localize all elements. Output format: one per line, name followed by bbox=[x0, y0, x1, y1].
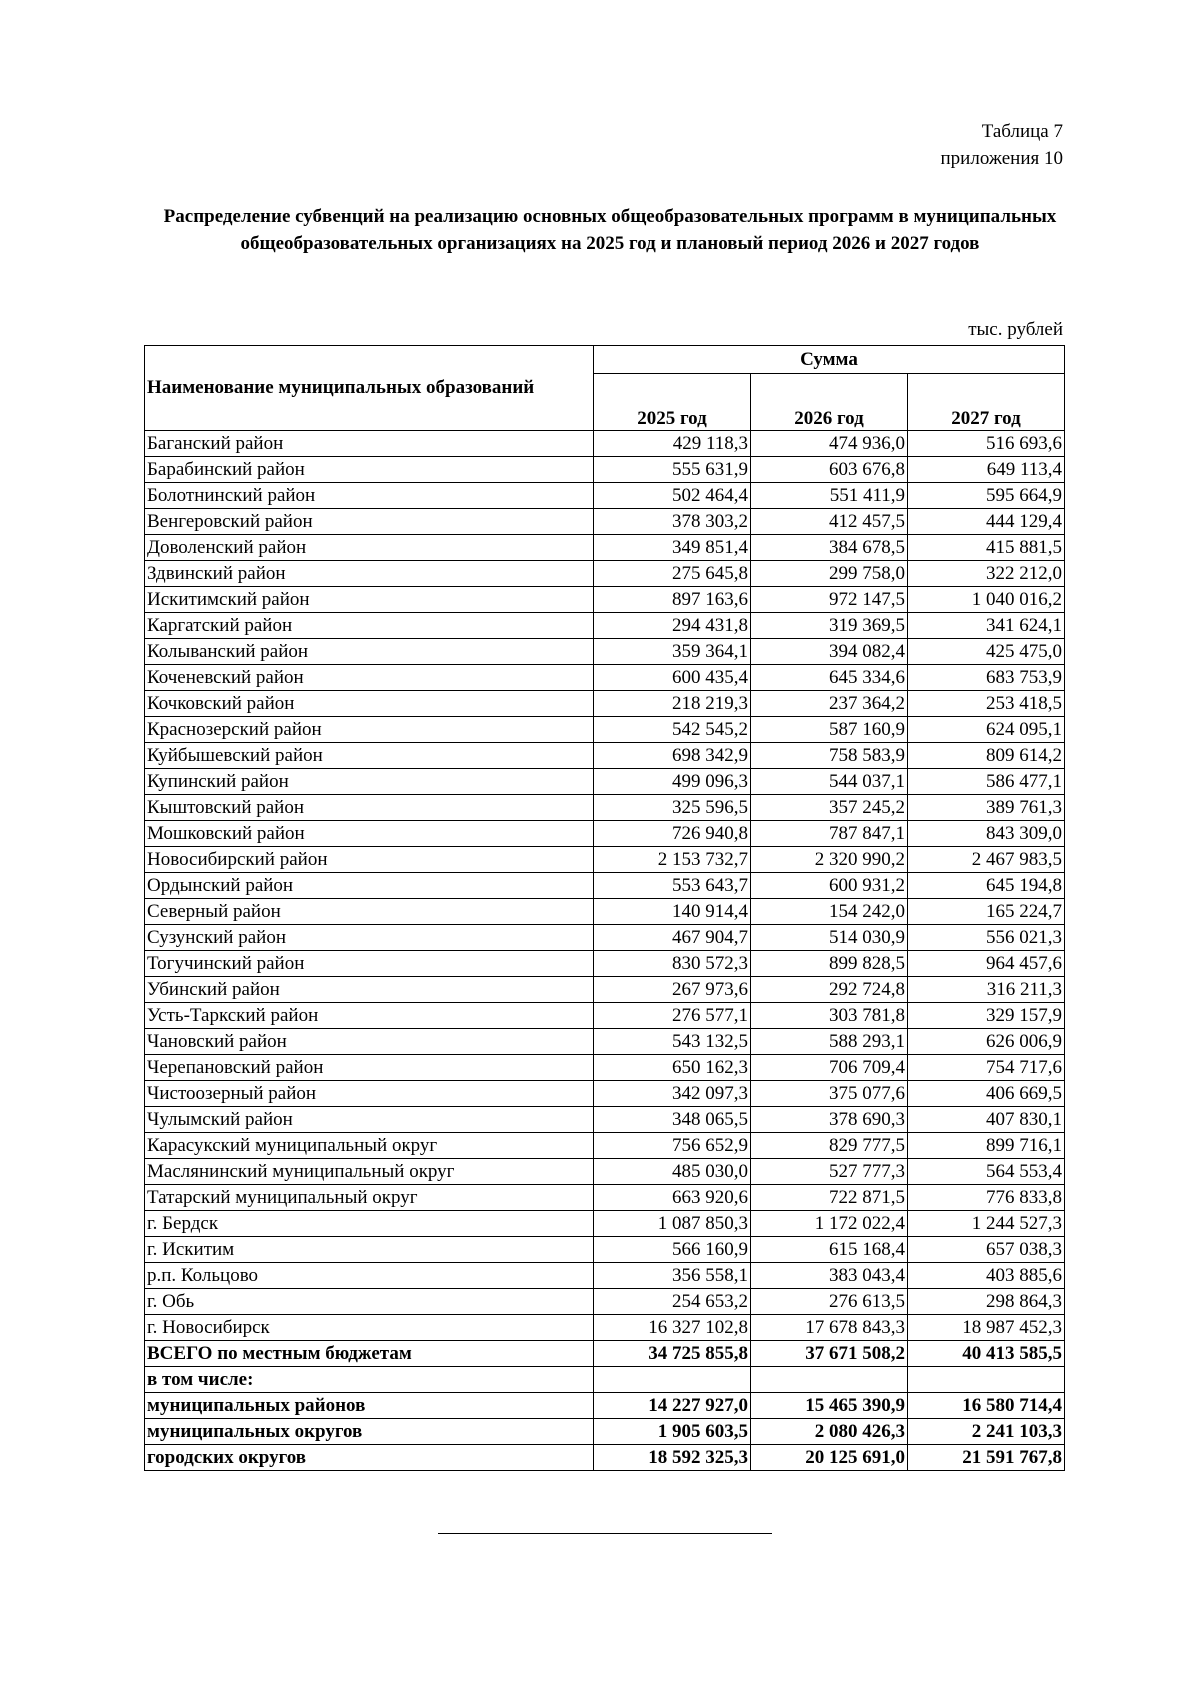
amount-cell-2026: 758 583,9 bbox=[751, 743, 908, 769]
amount-cell-2026: 603 676,8 bbox=[751, 457, 908, 483]
municipality-name-cell: Чулымский район bbox=[145, 1107, 594, 1133]
municipality-name-cell: Купинский район bbox=[145, 769, 594, 795]
year-2027-header: 2027 год bbox=[908, 374, 1065, 431]
amount-cell-2025: 756 652,9 bbox=[594, 1133, 751, 1159]
amount-cell-2025: 34 725 855,8 bbox=[594, 1341, 751, 1367]
amount-cell-2026: 972 147,5 bbox=[751, 587, 908, 613]
amount-cell-2027: 809 614,2 bbox=[908, 743, 1065, 769]
table-row bbox=[145, 847, 1065, 873]
amount-cell-2026: 899 828,5 bbox=[751, 951, 908, 977]
amount-cell-2025: 342 097,3 bbox=[594, 1081, 751, 1107]
amount-cell-2027: 624 095,1 bbox=[908, 717, 1065, 743]
municipality-name-cell: Новосибирский район bbox=[145, 847, 594, 873]
municipality-name-cell: Кочковский район bbox=[145, 691, 594, 717]
amount-cell-2025: 275 645,8 bbox=[594, 561, 751, 587]
amount-cell-2026: 378 690,3 bbox=[751, 1107, 908, 1133]
municipality-name-cell: Карасукский муниципальный округ bbox=[145, 1133, 594, 1159]
amount-cell-2026: 829 777,5 bbox=[751, 1133, 908, 1159]
municipality-name-cell: Колыванский район bbox=[145, 639, 594, 665]
year-2025-header: 2025 год bbox=[594, 374, 751, 431]
amount-cell-2027: 657 038,3 bbox=[908, 1237, 1065, 1263]
municipality-name-cell: Татарский муниципальный округ bbox=[145, 1185, 594, 1211]
amount-cell-2027: 425 475,0 bbox=[908, 639, 1065, 665]
amount-cell-2025: 14 227 927,0 bbox=[594, 1393, 751, 1419]
amount-cell-2025: 1 087 850,3 bbox=[594, 1211, 751, 1237]
table-row bbox=[145, 717, 1065, 743]
amount-cell-2025: 356 558,1 bbox=[594, 1263, 751, 1289]
municipality-name-cell: Доволенский район bbox=[145, 535, 594, 561]
amount-cell-2027: 556 021,3 bbox=[908, 925, 1065, 951]
amount-cell-2026: 303 781,8 bbox=[751, 1003, 908, 1029]
amount-cell-2026: 544 037,1 bbox=[751, 769, 908, 795]
amount-cell-2025 bbox=[594, 1367, 751, 1393]
municipality-name-cell: г. Обь bbox=[145, 1289, 594, 1315]
table-row bbox=[145, 613, 1065, 639]
table-row bbox=[145, 795, 1065, 821]
amount-cell-2025: 276 577,1 bbox=[594, 1003, 751, 1029]
amount-cell-2025: 1 905 603,5 bbox=[594, 1419, 751, 1445]
amount-cell-2025: 378 303,2 bbox=[594, 509, 751, 535]
amount-cell-2025: 218 219,3 bbox=[594, 691, 751, 717]
amount-cell-2027: 407 830,1 bbox=[908, 1107, 1065, 1133]
municipality-name-cell: Северный район bbox=[145, 899, 594, 925]
table-row bbox=[145, 1341, 1065, 1367]
municipality-name-cell: ВСЕГО по местным бюджетам bbox=[145, 1341, 594, 1367]
amount-cell-2027: 843 309,0 bbox=[908, 821, 1065, 847]
table-row bbox=[145, 873, 1065, 899]
municipality-name-cell: Чистоозерный район bbox=[145, 1081, 594, 1107]
amount-cell-2027: 16 580 714,4 bbox=[908, 1393, 1065, 1419]
amount-cell-2027: 403 885,6 bbox=[908, 1263, 1065, 1289]
footer-divider bbox=[438, 1533, 772, 1534]
table-row bbox=[145, 509, 1065, 535]
table-body bbox=[145, 431, 1065, 1471]
table-row bbox=[145, 457, 1065, 483]
amount-cell-2026: 587 160,9 bbox=[751, 717, 908, 743]
municipality-name-cell: Каргатский район bbox=[145, 613, 594, 639]
amount-cell-2025: 553 643,7 bbox=[594, 873, 751, 899]
amount-cell-2027: 586 477,1 bbox=[908, 769, 1065, 795]
amount-cell-2025: 294 431,8 bbox=[594, 613, 751, 639]
amount-cell-2025: 16 327 102,8 bbox=[594, 1315, 751, 1341]
amount-cell-2026: 706 709,4 bbox=[751, 1055, 908, 1081]
amount-cell-2025: 698 342,9 bbox=[594, 743, 751, 769]
amount-cell-2025: 502 464,4 bbox=[594, 483, 751, 509]
table-row bbox=[145, 1133, 1065, 1159]
table-row bbox=[145, 561, 1065, 587]
amount-cell-2026: 319 369,5 bbox=[751, 613, 908, 639]
amount-cell-2026: 588 293,1 bbox=[751, 1029, 908, 1055]
amount-cell-2025: 830 572,3 bbox=[594, 951, 751, 977]
table-row bbox=[145, 1185, 1065, 1211]
amount-cell-2025: 726 940,8 bbox=[594, 821, 751, 847]
amount-cell-2027: 1 040 016,2 bbox=[908, 587, 1065, 613]
amount-cell-2025: 566 160,9 bbox=[594, 1237, 751, 1263]
amount-cell-2027: 649 113,4 bbox=[908, 457, 1065, 483]
amount-cell-2026: 645 334,6 bbox=[751, 665, 908, 691]
amount-cell-2025: 897 163,6 bbox=[594, 587, 751, 613]
table-row bbox=[145, 1107, 1065, 1133]
amount-cell-2027: 253 418,5 bbox=[908, 691, 1065, 717]
amount-cell-2026: 375 077,6 bbox=[751, 1081, 908, 1107]
table-row bbox=[145, 1393, 1065, 1419]
amount-cell-2027: 406 669,5 bbox=[908, 1081, 1065, 1107]
municipality-name-cell: муниципальных районов bbox=[145, 1393, 594, 1419]
amount-cell-2026: 600 931,2 bbox=[751, 873, 908, 899]
amount-cell-2025: 325 596,5 bbox=[594, 795, 751, 821]
amount-cell-2027: 21 591 767,8 bbox=[908, 1445, 1065, 1471]
table-row bbox=[145, 1419, 1065, 1445]
table-row bbox=[145, 1081, 1065, 1107]
amount-cell-2025: 359 364,1 bbox=[594, 639, 751, 665]
amount-cell-2027: 1 244 527,3 bbox=[908, 1211, 1065, 1237]
amount-cell-2026: 514 030,9 bbox=[751, 925, 908, 951]
table-row bbox=[145, 743, 1065, 769]
amount-cell-2026: 2 320 990,2 bbox=[751, 847, 908, 873]
amount-cell-2027: 754 717,6 bbox=[908, 1055, 1065, 1081]
municipality-name-cell: Коченевский район bbox=[145, 665, 594, 691]
municipality-name-cell: Баганский район bbox=[145, 431, 594, 457]
municipality-name-cell: Чановский район bbox=[145, 1029, 594, 1055]
table-row bbox=[145, 1315, 1065, 1341]
municipality-name-cell: Здвинский район bbox=[145, 561, 594, 587]
municipality-name-cell: городских округов bbox=[145, 1445, 594, 1471]
table-row bbox=[145, 483, 1065, 509]
amount-cell-2027: 322 212,0 bbox=[908, 561, 1065, 587]
amount-cell-2026: 276 613,5 bbox=[751, 1289, 908, 1315]
amount-cell-2026: 551 411,9 bbox=[751, 483, 908, 509]
amount-cell-2027: 564 553,4 bbox=[908, 1159, 1065, 1185]
subvention-table bbox=[144, 345, 1065, 1471]
table-row bbox=[145, 1211, 1065, 1237]
amount-cell-2026: 237 364,2 bbox=[751, 691, 908, 717]
table-row bbox=[145, 1159, 1065, 1185]
table-header-row bbox=[145, 346, 1065, 374]
amount-cell-2025: 543 132,5 bbox=[594, 1029, 751, 1055]
amount-cell-2026: 474 936,0 bbox=[751, 431, 908, 457]
amount-cell-2027: 776 833,8 bbox=[908, 1185, 1065, 1211]
amount-cell-2026: 20 125 691,0 bbox=[751, 1445, 908, 1471]
amount-cell-2025: 600 435,4 bbox=[594, 665, 751, 691]
amount-cell-2027: 341 624,1 bbox=[908, 613, 1065, 639]
amount-cell-2025: 650 162,3 bbox=[594, 1055, 751, 1081]
amount-cell-2027: 316 211,3 bbox=[908, 977, 1065, 1003]
municipality-name-cell: Венгеровский район bbox=[145, 509, 594, 535]
amount-cell-2026: 2 080 426,3 bbox=[751, 1419, 908, 1445]
table-row bbox=[145, 951, 1065, 977]
amount-cell-2026: 394 082,4 bbox=[751, 639, 908, 665]
amount-cell-2027: 389 761,3 bbox=[908, 795, 1065, 821]
amount-cell-2026: 383 043,4 bbox=[751, 1263, 908, 1289]
table-row bbox=[145, 587, 1065, 613]
table-row bbox=[145, 639, 1065, 665]
amount-cell-2026: 527 777,3 bbox=[751, 1159, 908, 1185]
table-row bbox=[145, 1445, 1065, 1471]
municipality-column-header: Наименование муниципальных образований bbox=[145, 346, 594, 431]
amount-cell-2026: 615 168,4 bbox=[751, 1237, 908, 1263]
amount-cell-2027: 40 413 585,5 bbox=[908, 1341, 1065, 1367]
amount-cell-2027: 683 753,9 bbox=[908, 665, 1065, 691]
amount-cell-2026: 299 758,0 bbox=[751, 561, 908, 587]
amount-cell-2026: 37 671 508,2 bbox=[751, 1341, 908, 1367]
table-row bbox=[145, 665, 1065, 691]
appendix-label: приложения 10 bbox=[940, 148, 1063, 169]
amount-cell-2025: 555 631,9 bbox=[594, 457, 751, 483]
table-row bbox=[145, 1003, 1065, 1029]
amount-cell-2025: 140 914,4 bbox=[594, 899, 751, 925]
page-header bbox=[941, 118, 1063, 172]
municipality-name-cell: Ордынский район bbox=[145, 873, 594, 899]
amount-cell-2027: 626 006,9 bbox=[908, 1029, 1065, 1055]
table-row bbox=[145, 1367, 1065, 1393]
table-row bbox=[145, 821, 1065, 847]
municipality-name-cell: Маслянинский муниципальный округ bbox=[145, 1159, 594, 1185]
amount-cell-2025: 485 030,0 bbox=[594, 1159, 751, 1185]
amount-cell-2027: 595 664,9 bbox=[908, 483, 1065, 509]
amount-cell-2025: 429 118,3 bbox=[594, 431, 751, 457]
amount-cell-2026: 15 465 390,9 bbox=[751, 1393, 908, 1419]
amount-cell-2026: 787 847,1 bbox=[751, 821, 908, 847]
amount-cell-2025: 2 153 732,7 bbox=[594, 847, 751, 873]
municipality-name-cell: Черепановский район bbox=[145, 1055, 594, 1081]
amount-cell-2026 bbox=[751, 1367, 908, 1393]
amount-cell-2025: 348 065,5 bbox=[594, 1107, 751, 1133]
municipality-name-cell: Мошковский район bbox=[145, 821, 594, 847]
municipality-name-cell: Искитимский район bbox=[145, 587, 594, 613]
amount-cell-2025: 467 904,7 bbox=[594, 925, 751, 951]
table-row bbox=[145, 1289, 1065, 1315]
table-row bbox=[145, 535, 1065, 561]
table-number-label: Таблица 7 bbox=[981, 121, 1063, 142]
amount-cell-2027: 18 987 452,3 bbox=[908, 1315, 1065, 1341]
units-label: тыс. рублей bbox=[968, 319, 1063, 340]
municipality-name-cell: в том числе: bbox=[145, 1367, 594, 1393]
amount-cell-2027: 329 157,9 bbox=[908, 1003, 1065, 1029]
amount-cell-2027: 165 224,7 bbox=[908, 899, 1065, 925]
municipality-name-cell: Краснозерский район bbox=[145, 717, 594, 743]
table-row bbox=[145, 1263, 1065, 1289]
municipality-name-cell: г. Искитим bbox=[145, 1237, 594, 1263]
table-row bbox=[145, 691, 1065, 717]
table-row bbox=[145, 431, 1065, 457]
table-row bbox=[145, 977, 1065, 1003]
amount-cell-2025: 663 920,6 bbox=[594, 1185, 751, 1211]
table-row bbox=[145, 1237, 1065, 1263]
table-row bbox=[145, 925, 1065, 951]
amount-cell-2025: 499 096,3 bbox=[594, 769, 751, 795]
amount-cell-2027: 2 241 103,3 bbox=[908, 1419, 1065, 1445]
amount-cell-2026: 412 457,5 bbox=[751, 509, 908, 535]
amount-cell-2027: 444 129,4 bbox=[908, 509, 1065, 535]
amount-cell-2027: 298 864,3 bbox=[908, 1289, 1065, 1315]
municipality-name-cell: г. Новосибирск bbox=[145, 1315, 594, 1341]
municipality-name-cell: Усть-Таркский район bbox=[145, 1003, 594, 1029]
table-row bbox=[145, 899, 1065, 925]
municipality-name-cell: Тогучинский район bbox=[145, 951, 594, 977]
amount-cell-2025: 349 851,4 bbox=[594, 535, 751, 561]
amount-cell-2025: 254 653,2 bbox=[594, 1289, 751, 1315]
amount-cell-2026: 1 172 022,4 bbox=[751, 1211, 908, 1237]
year-2026-header: 2026 год bbox=[751, 374, 908, 431]
amount-cell-2026: 357 245,2 bbox=[751, 795, 908, 821]
amount-cell-2027 bbox=[908, 1367, 1065, 1393]
amount-cell-2027: 2 467 983,5 bbox=[908, 847, 1065, 873]
amount-cell-2025: 18 592 325,3 bbox=[594, 1445, 751, 1471]
municipality-name-cell: Барабинский район bbox=[145, 457, 594, 483]
amount-cell-2027: 964 457,6 bbox=[908, 951, 1065, 977]
amount-cell-2026: 292 724,8 bbox=[751, 977, 908, 1003]
table-row bbox=[145, 1029, 1065, 1055]
amount-cell-2025: 267 973,6 bbox=[594, 977, 751, 1003]
document-title: Распределение субвенций на реализацию основных общеобразовательных программ в муниципальных общеобразовательных организациях на 2025 год и плановый период 2026 и 2027 годов bbox=[163, 206, 1057, 254]
municipality-name-cell: Болотнинский район bbox=[145, 483, 594, 509]
amount-cell-2027: 516 693,6 bbox=[908, 431, 1065, 457]
municipality-name-cell: муниципальных округов bbox=[145, 1419, 594, 1445]
amount-cell-2026: 384 678,5 bbox=[751, 535, 908, 561]
amount-cell-2026: 722 871,5 bbox=[751, 1185, 908, 1211]
amount-cell-2027: 899 716,1 bbox=[908, 1133, 1065, 1159]
amount-cell-2027: 645 194,8 bbox=[908, 873, 1065, 899]
municipality-name-cell: Куйбышевский район bbox=[145, 743, 594, 769]
municipality-name-cell: р.п. Кольцово bbox=[145, 1263, 594, 1289]
table-row bbox=[145, 1055, 1065, 1081]
amount-cell-2026: 154 242,0 bbox=[751, 899, 908, 925]
amount-cell-2027: 415 881,5 bbox=[908, 535, 1065, 561]
sum-column-header: Сумма bbox=[594, 346, 1065, 374]
municipality-name-cell: Убинский район bbox=[145, 977, 594, 1003]
table-row bbox=[145, 769, 1065, 795]
amount-cell-2026: 17 678 843,3 bbox=[751, 1315, 908, 1341]
municipality-name-cell: Кыштовский район bbox=[145, 795, 594, 821]
municipality-name-cell: г. Бердск bbox=[145, 1211, 594, 1237]
amount-cell-2025: 542 545,2 bbox=[594, 717, 751, 743]
municipality-name-cell: Сузунский район bbox=[145, 925, 594, 951]
